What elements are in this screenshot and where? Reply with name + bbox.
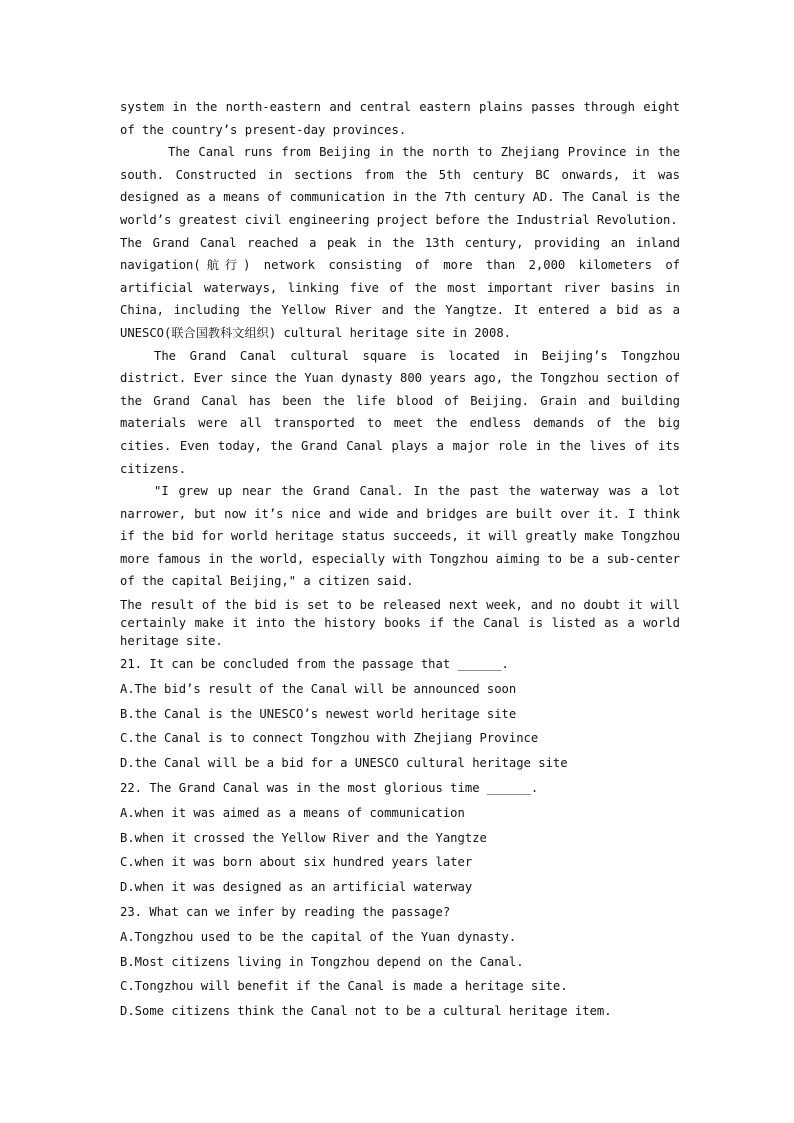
answer-option: C.the Canal is to connect Tongzhou with Zhejiang Province xyxy=(120,731,539,746)
question-stem: 22. The Grand Canal was in the most glorious time ______. xyxy=(120,781,539,796)
passage-paragraph-1: system in the north-eastern and central eastern plains passes through eight of the country’s present-day provinces. xyxy=(120,100,680,137)
passage-paragraph-5: "I grew up near the Grand Canal. In the past the waterway was a lot narrower, but now it’s nice and wide and bridges are built over it. I think if the bid for world heritage status succeeds, it will greatly make Tongzhou more famous in the world, especially with Tongzhou aiming to be a sub-center of the capital Beijing," a citizen said. xyxy=(120,484,680,589)
answer-option: A.Tongzhou used to be the capital of the Yuan dynasty. xyxy=(120,929,517,944)
passage-paragraph-3: The Grand Canal reached a peak in the 13th century, providing an inland navigation(航行) network consisting of more than 2,000 kilometers of artificial waterways, linking five of the most important river basins in China, including the Yellow River and the Yangtze. It entered a bid as a UNESCO(联合国教科文组织) cultural heritage site in 2008. xyxy=(120,235,680,340)
document-body xyxy=(120,96,680,1024)
answer-option: D.the Canal will be a bid for a UNESCO cultural heritage site xyxy=(120,756,568,771)
question-stem: 21. It can be concluded from the passage that ______. xyxy=(120,657,509,672)
answer-option: A.when it was aimed as a means of communication xyxy=(120,805,465,820)
answer-option: D.when it was designed as an artificial waterway xyxy=(120,880,473,895)
answer-option: A.The bid’s result of the Canal will be announced soon xyxy=(120,681,517,696)
question-22 xyxy=(120,776,680,900)
answer-option: B.Most citizens living in Tongzhou depend on the Canal. xyxy=(120,954,524,969)
passage-paragraph-2: The Canal runs from Beijing in the north to Zhejiang Province in the south. Constructed in sections from the 5th century BC onwards, it was designed as a means of communication in the 7th century AD. The Canal is the world’s greatest civil engineering project before the Industrial Revolution. xyxy=(120,145,680,227)
answer-option: C.Tongzhou will benefit if the Canal is made a heritage site. xyxy=(120,979,568,994)
answer-option: D.Some citizens think the Canal not to be a cultural heritage item. xyxy=(120,1004,612,1019)
answer-option: C.when it was born about six hundred years later xyxy=(120,855,473,870)
passage-paragraph-6: The result of the bid is set to be released next week, and no doubt it will certainly make it into the history books if the Canal is listed as a world heritage site. xyxy=(120,598,680,649)
question-stem: 23. What can we infer by reading the passage? xyxy=(120,905,451,920)
question-21 xyxy=(120,652,680,776)
answer-option: B.the Canal is the UNESCO’s newest world heritage site xyxy=(120,706,517,721)
passage-paragraph-4: The Grand Canal cultural square is located in Beijing’s Tongzhou district. Ever since the Yuan dynasty 800 years ago, the Tongzhou section of the Grand Canal has been the life blood of Beijing. Grain and building materials were all transported to meet the endless demands of the big cities. Even today, the Grand Canal plays a major role in the lives of its citizens. xyxy=(120,348,680,476)
answer-option: B.when it crossed the Yellow River and the Yangtze xyxy=(120,830,487,845)
question-23 xyxy=(120,900,680,1024)
